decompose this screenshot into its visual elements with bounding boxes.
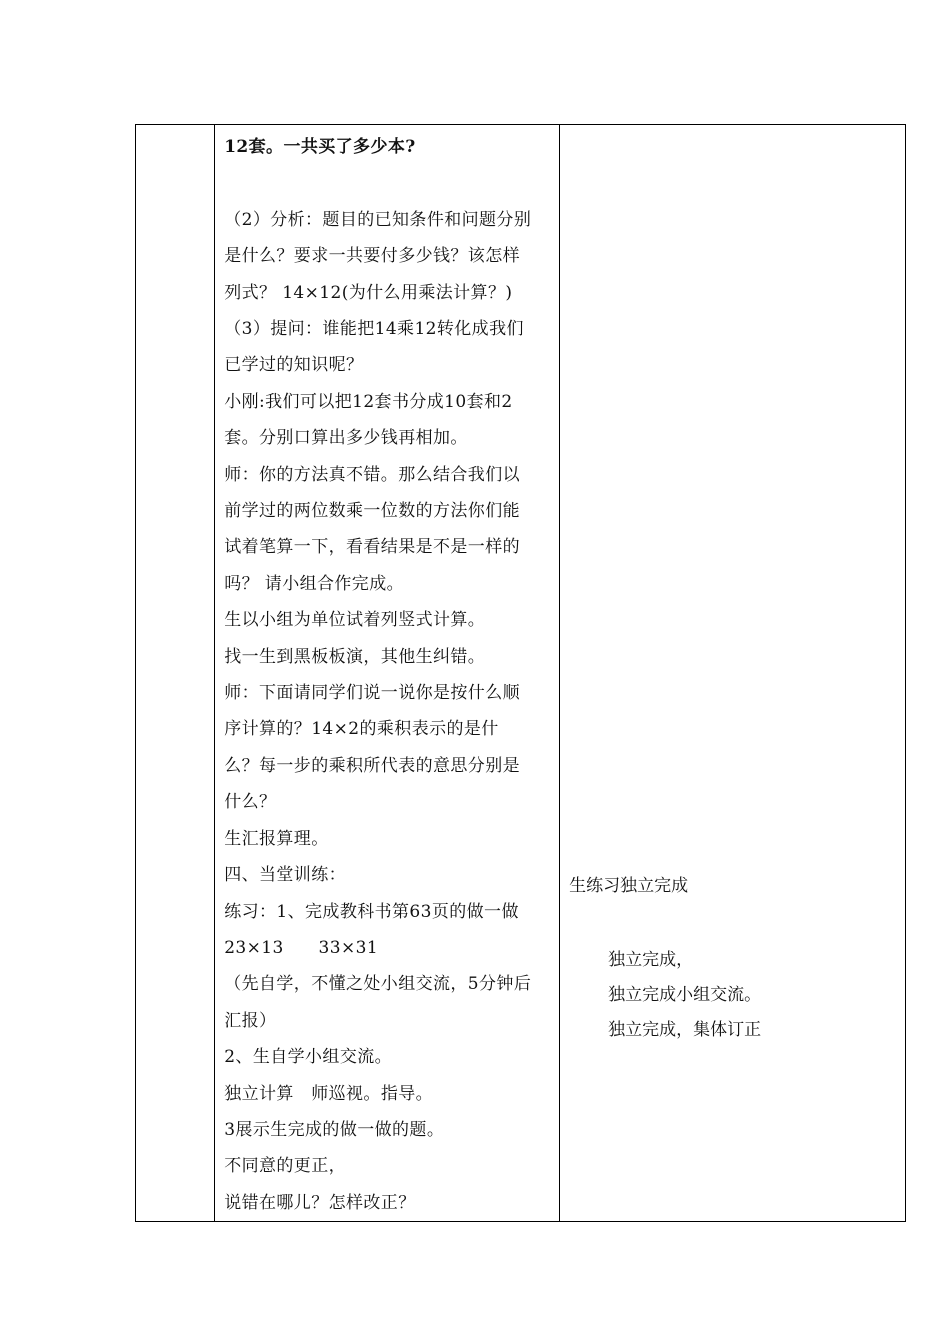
text-line: 小刚:我们可以把12套书分成10套和2 xyxy=(224,391,513,412)
text-line: 独立计算 师巡视。指导。 xyxy=(224,1083,434,1104)
lesson-plan-table xyxy=(135,124,906,1222)
teaching-process-text xyxy=(215,125,559,1221)
text-line: 师：下面请同学们说一说你是按什么顺 xyxy=(224,683,521,704)
text-line: 不同意的更正， xyxy=(224,1156,347,1177)
student-activity-heading: 生练习独立完成 xyxy=(569,876,689,896)
teaching-process-cell xyxy=(215,125,560,1222)
text-line: 找一生到黑板板演，其他生纠错。 xyxy=(224,646,486,667)
text-line: 3展示生完成的做一做的题。 xyxy=(224,1119,445,1140)
text-line: 吗？ 请小组合作完成。 xyxy=(224,573,405,594)
text-line: 序计算的？14×2的乘积表示的是什 xyxy=(224,719,499,740)
text-line: 已学过的知识呢？ xyxy=(224,355,364,376)
text-line: 2、生自学小组交流。 xyxy=(224,1047,393,1068)
text-line: 23×13 33×31 xyxy=(224,937,379,958)
text-line: 生以小组为单位试着列竖式计算。 xyxy=(224,610,486,631)
text-line: （3）提问：谁能把14乘12转化成我们 xyxy=(224,319,524,340)
blank-line xyxy=(224,165,553,201)
table-row xyxy=(136,125,906,1222)
text-line: 列式？ 14×12(为什么用乘法计算？) xyxy=(224,282,513,303)
student-activity-text xyxy=(560,125,905,1201)
text-line: 是什么？要求一共要付多少钱？该怎样 xyxy=(224,246,521,267)
text-line: 汇报） xyxy=(224,1010,277,1031)
text-line: 生汇报算理。 xyxy=(224,828,329,849)
text-line: （2）分析：题目的已知条件和问题分别 xyxy=(224,209,532,230)
text-line: 四、当堂训练： xyxy=(224,865,347,886)
student-activity-cell xyxy=(560,125,906,1222)
list-item: 独立完成， xyxy=(608,950,694,970)
text-line: 练习：1、完成教科书第63页的做一做 xyxy=(224,901,519,922)
text-line: 说错在哪儿？怎样改正？ xyxy=(224,1192,416,1213)
student-activity-list xyxy=(608,943,761,1048)
text-line: 么？每一步的乘积所代表的意思分别是 xyxy=(224,755,521,776)
text-line: 前学过的两位数乘一位数的方法你们能 xyxy=(224,501,521,522)
empty-left-cell xyxy=(136,125,215,1222)
text-line: 套。分别口算出多少钱再相加。 xyxy=(224,428,468,449)
text-line: 12套。一共买了多少本? xyxy=(224,137,416,157)
list-item: 独立完成小组交流。 xyxy=(608,985,762,1005)
text-line: （先自学，不懂之处小组交流，5分钟后 xyxy=(224,974,532,995)
text-line: 什么？ xyxy=(224,792,277,813)
text-line: 试着笔算一下，看看结果是不是一样的 xyxy=(224,537,521,558)
list-item: 独立完成，集体订正 xyxy=(608,1020,762,1040)
text-line: 师：你的方法真不错。那么结合我们以 xyxy=(224,464,521,485)
